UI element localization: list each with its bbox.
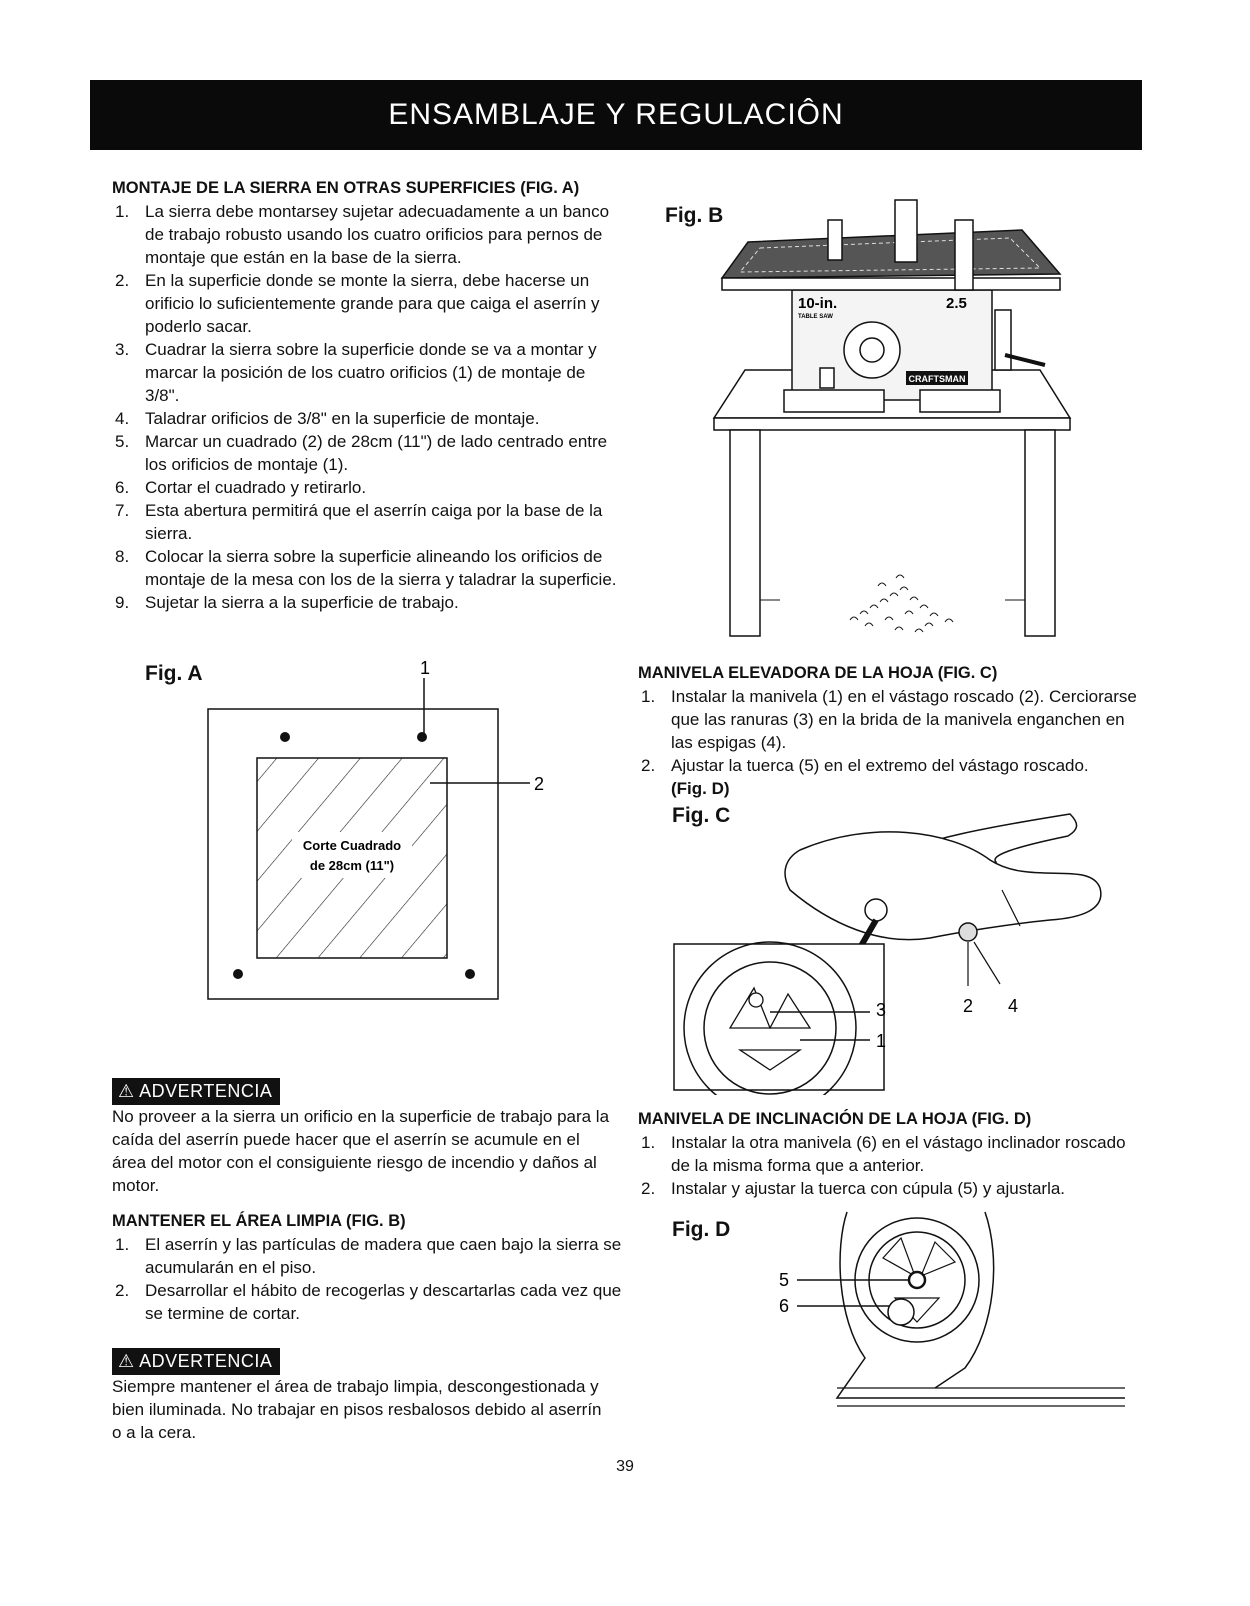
- sawdust-pile: [850, 575, 953, 632]
- list-item: 1. Instalar la manivela (1) en el vástago roscado (2). Cerciorarse que las ranuras (3) en la brida de la manivela enganchen en las espigas (4).: [641, 687, 1137, 752]
- warning-badge: ⚠ ADVERTENCIA: [112, 1348, 280, 1375]
- fig-a-label: Fig. A: [145, 662, 203, 685]
- cut-label-line2: de 28cm (11"): [309, 858, 395, 873]
- list-item: 8. Colocar la sierra sobre la superficie alineando los orificios de montaje de la mesa con los de la sierra y taladrar la superficie.: [115, 547, 617, 589]
- fig-a-diagram: [200, 650, 560, 1010]
- list-item: 1. La sierra debe montarsey sujetar adecuadamente a un banco de trabajo robusto usando los cuatro orificios para pernos de montaje que están en la base de la sierra.: [115, 202, 610, 267]
- callout-6: 6: [779, 1296, 790, 1316]
- fig-b-diagram: [700, 190, 1080, 642]
- list-item: 7. Esta abertura permitirá que el aserrín caiga por la base de la sierra.: [115, 501, 603, 543]
- section-elevation-crank: [638, 662, 1143, 800]
- list-item: 2. Ajustar la tuerca (5) en el extremo del vástago roscado. (Fig. D): [641, 756, 1089, 798]
- crank-pivot: [865, 899, 887, 921]
- list-item: 9. Sujetar la sierra a la superficie de trabajo.: [115, 593, 459, 612]
- warning-block-1: [112, 1078, 612, 1197]
- list-item: 4. Taladrar orificios de 3/8" en la superficie de montaje.: [115, 409, 540, 428]
- bevel-steps: [638, 1131, 1143, 1200]
- callout-1: 1: [876, 1031, 887, 1051]
- miter-gauge: [828, 220, 842, 260]
- cut-label-line1: Corte Cuadrado: [302, 838, 402, 853]
- fig-b-label: Fig. B: [665, 204, 724, 227]
- power-switch: [820, 368, 834, 388]
- list-item: 6. Cortar el cuadrado y retirarlo.: [115, 478, 367, 497]
- warning-block-2: [112, 1348, 612, 1444]
- section-clean: [112, 1210, 622, 1325]
- callout-2: 2: [963, 996, 974, 1016]
- saw-type-label: TABLE SAW: [798, 314, 833, 320]
- warning-text: No proveer a la sierra un orificio en la superficie de trabajo para la caída del aserrín puede hacer que el aserrín se acumule en el área del motor con el consiguiente riesgo de incendio y daños al motor.: [112, 1107, 610, 1195]
- clean-steps: [112, 1233, 622, 1325]
- crank-handle-knob: [888, 1299, 914, 1325]
- blade-guard: [895, 200, 917, 262]
- list-item: 1. Instalar la otra manivela (6) en el vástago inclinador roscado de la misma forma que a anterior.: [641, 1133, 1126, 1175]
- fig-c-diagram: [670, 800, 1110, 1095]
- rip-fence: [955, 220, 973, 290]
- section-bevel-title: MANIVELA DE INCLINACIÓN DE LA HOJA (FIG. D): [638, 1110, 1032, 1128]
- list-item: 2. Instalar y ajustar la tuerca con cúpula (5) y ajustarla.: [641, 1179, 1066, 1198]
- section-elevation-title: MANIVELA ELEVADORA DE LA HOJA (FIG. C): [638, 664, 998, 682]
- stand-leg: [730, 430, 760, 636]
- warning-icon: ⚠: [118, 1081, 135, 1101]
- fig-c-label: Fig. C: [672, 804, 731, 827]
- section-mounting-title: MONTAJE DE LA SIERRA EN OTRAS SUPERFICIES (FIG. A): [112, 179, 580, 197]
- list-item: 3. Cuadrar la sierra sobre la superficie donde se va a montar y marcar la posición de los cuatro orificios (1) de montaje de 3/8".: [115, 340, 597, 405]
- callout-5: 5: [779, 1270, 790, 1290]
- elevation-steps: [638, 685, 1143, 800]
- list-item: 5. Marcar un cuadrado (2) de 28cm (11") de lado centrado entre los orificios de montaje (1).: [115, 432, 608, 474]
- mounting-hole: [280, 732, 290, 742]
- banner-title: ENSAMBLAJE Y REGULACIÔN: [388, 98, 844, 131]
- warning-text: Siempre mantener el área de trabajo limpia, descongestionada y bien iluminada. No trabajar en pisos resbalosos debido al aserrín o a la cera.: [112, 1377, 602, 1442]
- saw-hp-label: 2.5: [946, 295, 967, 312]
- list-item: 1. El aserrín y las partículas de madera que caen bajo la sierra se acumularán en el piso.: [115, 1235, 622, 1277]
- callout-4: 4: [1008, 996, 1019, 1016]
- section-banner: [90, 80, 1142, 150]
- fig-d-diagram: [775, 1208, 1127, 1418]
- mounting-steps: [112, 200, 622, 614]
- warning-badge: ⚠ ADVERTENCIA: [112, 1078, 280, 1105]
- dome-nut: [909, 1272, 925, 1288]
- saw-table: [722, 230, 1060, 278]
- section-mounting: [112, 177, 622, 614]
- saw-brand-label: CRAFTSMAN: [908, 374, 966, 384]
- threaded-shaft-nut: [959, 923, 977, 941]
- callout-1: 1: [420, 658, 431, 678]
- stand-leg: [1025, 430, 1055, 636]
- mounting-hole: [233, 969, 243, 979]
- callout-2: 2: [534, 774, 545, 794]
- mounting-hole: [465, 969, 475, 979]
- list-item: 2. En la superficie donde se monte la sierra, debe hacerse un orificio lo suficientemente grande para que caiga el aserrín y poderlo sacar.: [115, 271, 600, 336]
- fig-d-reference: (Fig. D): [671, 779, 730, 798]
- section-clean-title: MANTENER EL ÁREA LIMPIA (FIG. B): [112, 1212, 406, 1230]
- list-item: 2. Desarrollar el hábito de recogerlas y descartarlas cada vez que se termine de cortar.: [115, 1281, 622, 1323]
- warning-icon: ⚠: [118, 1351, 135, 1371]
- saw-size-label: 10-in.: [798, 295, 838, 312]
- section-bevel-crank: [638, 1108, 1143, 1200]
- mounting-hole: [417, 732, 427, 742]
- crank-arm: [785, 832, 1101, 940]
- fig-d-label: Fig. D: [672, 1218, 731, 1241]
- callout-3: 3: [876, 1000, 887, 1020]
- page-number: 39: [616, 1458, 634, 1475]
